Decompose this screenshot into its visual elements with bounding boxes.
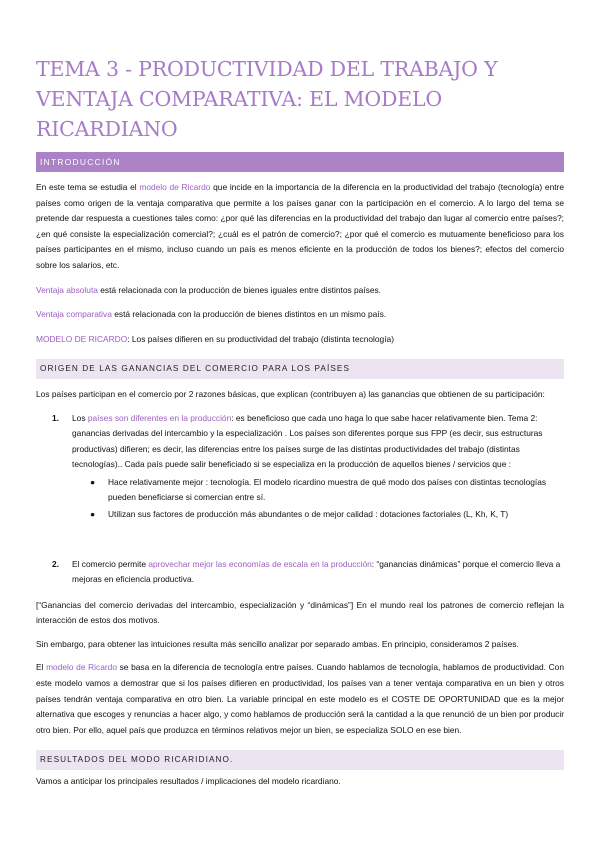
text: : “ganancias dinámicas” porque el comercio lleva a mejoras en eficiencia productiva. [72,558,561,585]
text: está relacionada con la producción de bienes iguales entre distintos países. [97,284,382,295]
list-item [36,557,564,588]
list-number: 2. [52,558,59,569]
highlight-term: Ventaja absoluta [36,284,98,295]
highlight-term: aprovechar mejor las economías de escala en la producción [148,558,372,569]
section-heading-introduccion: INTRODUCCIÓN [36,152,564,172]
text: El comercio permite [72,558,149,569]
bullet-item [72,507,564,522]
spacer [36,529,564,551]
modelo-ricardo-paragraph [36,332,564,348]
text: : es beneficioso que cada uno haga lo que sabe hacer relativamente bien. Tema 2: ganancias derivadas del intercambio y la especialización . Los países son diferentes porque sus FPP (es decir, sus estructuras productivas) difieren; es decir, las diferencias entre los países surge de las distintas productividades del trabajo (distintas tecnologías).. Cada país puede salir beneficiado si se especializa en la producción de aquellos bienes / servicios que : [72,412,543,470]
text: Utilizan sus factores de producción más abundantes o de mejor calidad : dotaciones factoriales (L, Kh, K, T) [108,509,509,520]
text: En este tema se estudia el [36,182,140,192]
ventaja-comparativa-paragraph [36,307,564,323]
section-heading-origen: ORIGEN DE LAS GANANCIAS DEL COMERCIO PARA LOS PAÍSES [36,359,564,379]
highlight-term: Ventaja comparativa [36,309,112,320]
sin-embargo-paragraph: Sin embargo, para obtener las intuiciones resulta más sencillo analizar por separado ambas. En principio, consideramos 2 países. [36,638,519,649]
highlight-term: MODELO DE RICARDO [36,333,128,344]
text: El [36,662,47,673]
highlight-modelo-ricardo: modelo de Ricardo [46,662,117,673]
text: está relacionada con la producción de bienes distintos en un mismo país. [111,309,387,320]
origen-paragraph: Los países participan en el comercio por 2 razones básicas, que explican (contribuyen a) las ganancias que obtienen de su participación: [36,389,545,400]
modelo-ricardo-detail-paragraph [36,660,564,738]
ventaja-absoluta-paragraph [36,283,564,299]
intro-paragraph [36,180,564,274]
list-number: 1. [52,412,59,423]
list-item [36,411,564,523]
text: Hace relativamente mejor : tecnología. El modelo ricardino muestra de qué modo dos países con distintas tecnologías pueden beneficiarse si comercian entre sí. [108,476,547,502]
ganancias-paragraph: [“Ganancias del comercio derivadas del intercambio, especialización y “dinámicas”] En el mundo real los patrones de comercio reflejan la interacción de estos dos motivos. [36,599,564,626]
text: que incide en la importancia de la diferencia en la productividad del trabajo (tecnología) entre países como origen de la ventaja comparativa que permite a los países ganar con la participación en el comercio. A lo largo del tema se pretende dar respuesta a cuestiones tales como: ¿por qué las diferencias en la productividad del trabajo dan lugar al comercio entre países?; ¿en qué consiste la especialización comercial?; ¿cuál es el patrón de comercio?; ¿por qué el comercio es mutuamente beneficioso para los países participantes en el mismo, incluso cuando un país es menos eficiente en la producción de todos los bienes?; efectos del comercio sobre los salarios, etc. [36,182,564,270]
text: Los [72,412,88,423]
highlight-modelo-ricardo: modelo de Ricardo [139,182,211,192]
highlight-term: países son diferentes en la producción [87,412,232,423]
bullet-item [72,475,564,506]
bullet-icon: ● [90,509,96,520]
bullet-icon: ● [90,476,96,487]
sub-bullet-list [72,475,564,523]
resultados-paragraph: Vamos a anticipar los principales resultados / implicaciones del modelo ricardiano. [36,776,341,787]
reasons-list [36,411,564,588]
document-page [36,54,564,790]
text: : Los países difieren en su productividad del trabajo (distinta tecnología) [127,333,394,344]
page-title: TEMA 3 - PRODUCTIVIDAD DEL TRABAJO Y VENTAJA COMPARATIVA: EL MODELO RICARDIANO [36,57,498,141]
section-heading-resultados: RESULTADOS DEL MODO RICARIDIANO. [36,750,564,770]
text: se basa en la diferencia de tecnología entre países. Cuando hablamos de tecnología, hablamos de productividad. Con este modelo vamos a demostrar que si los países difieren en productividad, los países van a tener ventaja comparativa en un bien y otros países tendrán ventaja comparativa en otro bien. La variable principal en este modelo es el COSTE DE OPORTUNIDAD que es la mejor alternativa que escoges y renuncias a hacer algo, y como hablamos de producción será la cantidad a la que renunció de un bien por producir otro bien. Por ello, aquel país que produzca en términos relativos mejor un bien, se especializa SOLO en ese bien. [36,662,564,735]
